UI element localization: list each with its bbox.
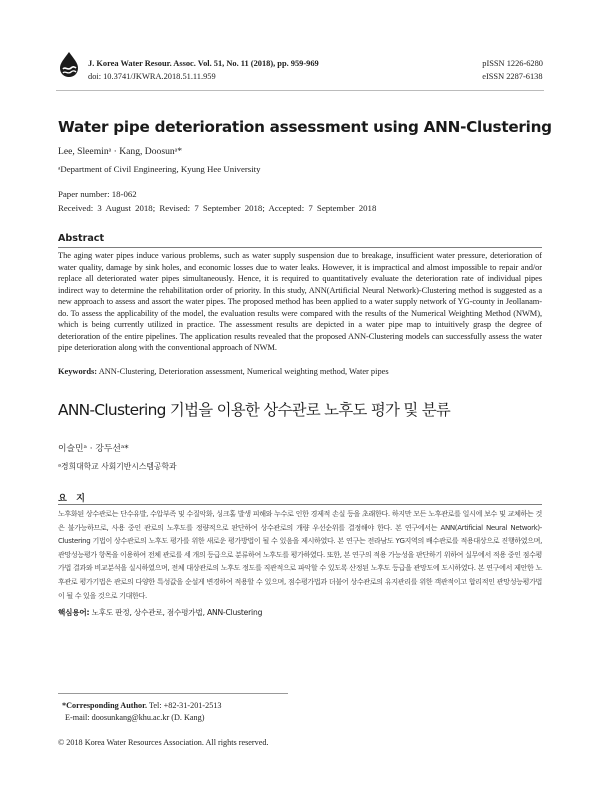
water-drop-logo-icon	[56, 50, 82, 80]
corresponding-tel: Tel: +82-31-201-2513	[147, 701, 222, 710]
keywords-korean	[58, 607, 262, 618]
doi[interactable]: doi: 10.3741/JKWRA.2018.51.11.959	[88, 72, 216, 81]
keywords-korean-label: 핵심용어:	[58, 608, 90, 617]
abstract-body: The aging water pipes induce various problems, such as water supply suspension due to breakage, insufficient water pressure, deterioration of water quality, damage by sink holes, and economic losses due to water leaks. However, it is impractical and almost impossible to repair and/or replace all deteriorated water pipes simultaneously. Hence, it is required to quantitatively evaluate the deterioration rate of individual pipes indirect way to determine the rehabilitation order of priority. In this study, ANN(Artificial Neural Network)-Clustering method is suggested as a new approach to assess and assort the water pipes. The proposed method has been applied to a water supply network of YG-county in Jeollanam-do. To assess the applicability of the model, the evaluation results were compared with the results of the Numerical Weighting Method (NWM), which is being currently utilized in practice. The assessment results are depicted in a water pipe map to intuitively grasp the degree of deterioration of the entire pipelines. The application results revealed that the proposed ANN-Clustering models can successfully assess the water pipe deterioration along with the conventional approach of NWM.	[58, 251, 542, 352]
footnote-divider	[58, 693, 288, 694]
affiliation-english: ᵃDepartment of Civil Engineering, Kyung Hee University	[58, 164, 261, 174]
corresponding-email[interactable]: E-mail: doosunkang@khu.ac.kr (D. Kang)	[65, 712, 205, 722]
title-korean: ANN-Clustering 기법을 이용한 상수관로 노후도 평가 및 분류	[58, 401, 451, 419]
corresponding-author	[62, 700, 221, 723]
journal-name: J. Korea Water Resour. Assoc. Vol. 51, No. 11 (2018), pp. 959-969	[88, 59, 319, 68]
affiliation-korean: ᵃ경희대학교 사회기반시스템공학과	[58, 462, 177, 471]
summary-body: 노후화된 상수관로는 단수유발, 수압부족 및 수질악화, 싱크홀 발생 피해와 누수로 인한 경제적 손실 등을 초래한다. 하지만 모든 노후관로를 일시에 보수 및 교체하는 것은 불가능하므로, 사용 중인 관로의 노후도를 정량적으로 판단하여 상수관로의 개량 우선순위를 결정해야 한다. 본 연구에서는 ANN(Artificial Neural Network)-Clustering 기법이 상수관로의 노후도 평가를 위한 새로운 평가방법이 될 수 있음을 제시하였다. 본 연구는 전라남도 YG지역의 배수관로를 적용대상으로 진행하였으며, 관망성능평가 항목을 이용하여 전체 관로를 세 개의 등급으로 분류하여 노후도를 평가하였다. 또한, 본 연구의 적용 가능성을 판단하기 위하여 실무에서 적용 중인 점수평가법 결과와 비교분석을 실시하였으며, 전체 대상관로의 노후도 정도를 직관적으로 파악할 수 있도록 산정된 노후도 등급을 관망도에 도시하였다. 본 연구에서 제안한 노후관로 평가기법은 관로의 다양한 특성값을 순설게 변경하여 적용할 수 있으며, 점수평가법과 더불어 상수관로의 유지관리를 위한 객관적이고 합리적인 관망성능평가법이 될 수 있을 것으로 기대한다.	[58, 509, 542, 600]
keywords-english	[58, 366, 542, 378]
issn-block	[482, 57, 543, 83]
title-english: Water pipe deterioration assessment using ANN-Clustering	[58, 118, 552, 136]
summary-heading: 요 지	[58, 493, 88, 504]
paper-number: Paper number: 18-062	[58, 189, 137, 199]
abstract-heading: Abstract	[58, 233, 105, 244]
header-divider	[56, 90, 544, 91]
received-dates: Received: 3 August 2018; Revised: 7 September 2018; Accepted: 7 September 2018	[58, 203, 377, 213]
journal-citation	[88, 57, 319, 83]
keywords-list: ANN-Clustering, Deterioration assessment, Numerical weighting method, Water pipes	[97, 367, 389, 376]
keywords-label: Keywords:	[58, 367, 98, 376]
summary-divider	[58, 504, 542, 505]
authors-korean: 이슬민ᵃ · 강두선ᵃ*	[58, 444, 129, 454]
corresponding-label: *Corresponding Author.	[62, 701, 148, 710]
abstract-divider	[58, 247, 542, 248]
eissn: eISSN 2287-6138	[482, 72, 543, 81]
copyright: © 2018 Korea Water Resources Association. All rights reserved.	[58, 738, 269, 747]
authors-english: Lee, Sleeminᵃ · Kang, Doosunᵃ*	[58, 146, 183, 157]
pissn: pISSN 1226-6280	[482, 59, 543, 68]
keywords-korean-list: 노후도 판정, 상수관로, 점수평가법, ANN-Clustering	[89, 608, 263, 617]
